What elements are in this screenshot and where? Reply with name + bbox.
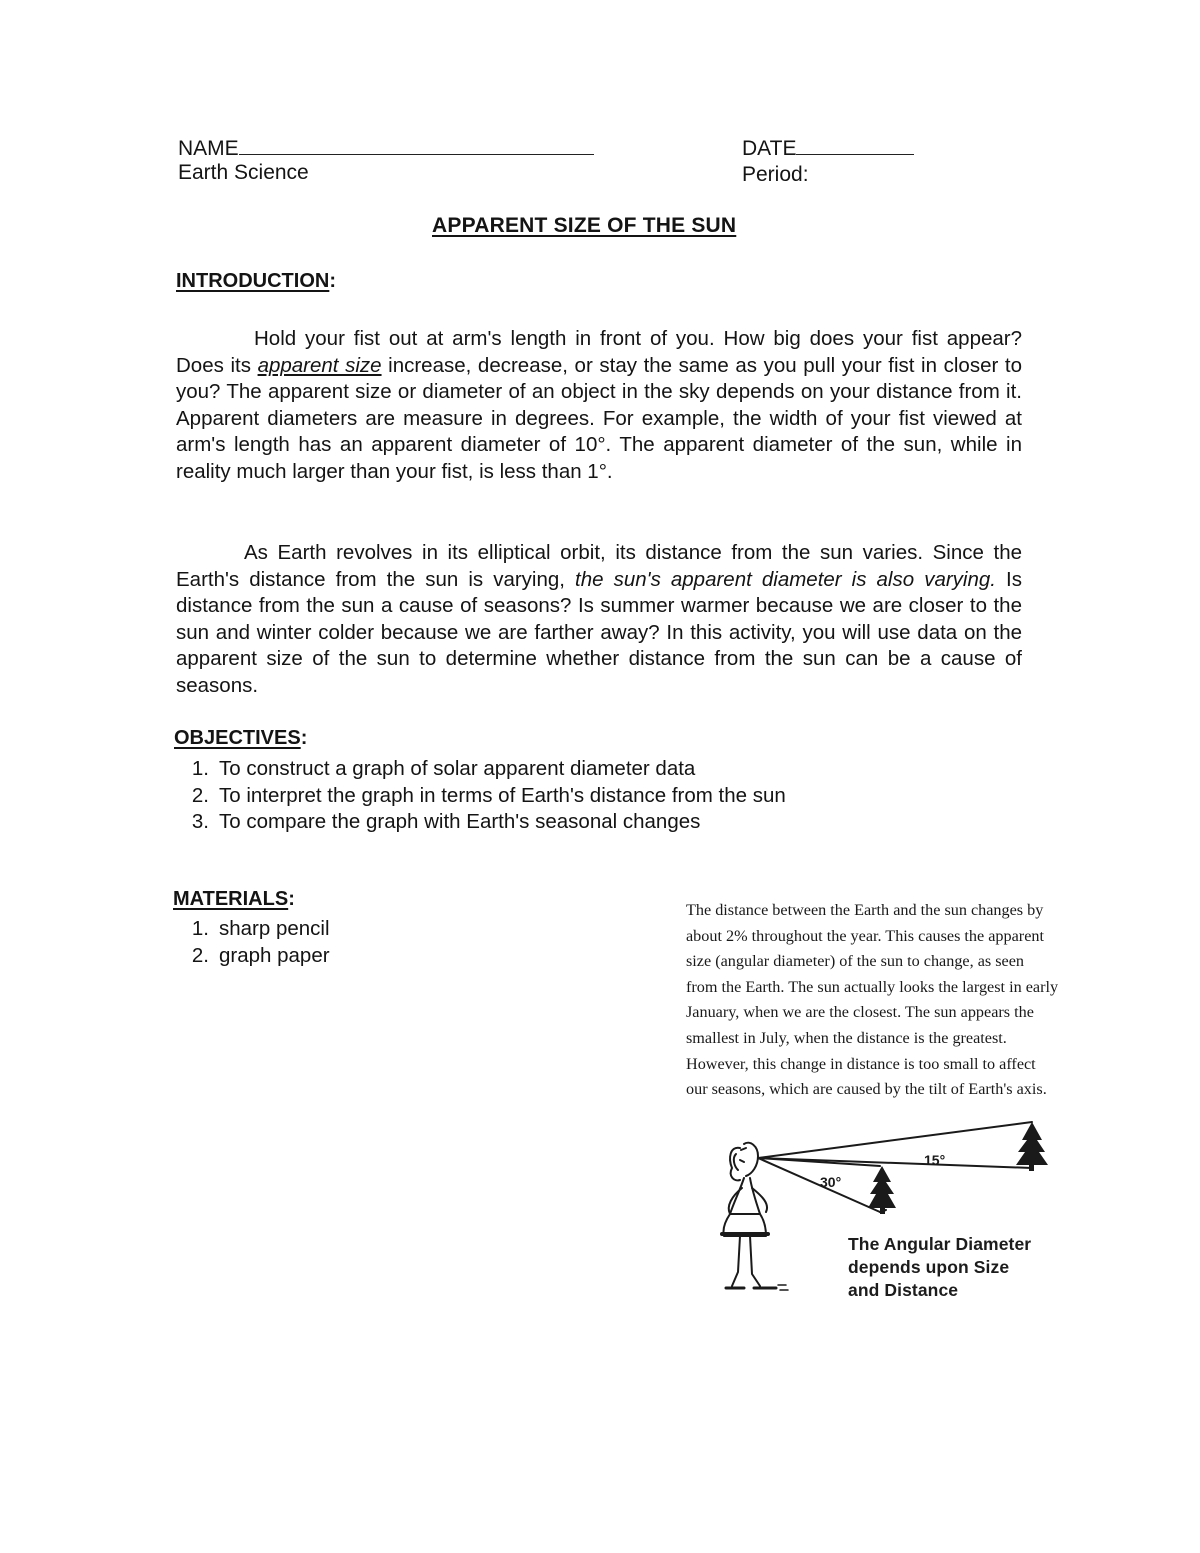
side-note-line: January, when we are the closest. The sun appears the bbox=[686, 1003, 1034, 1022]
intro-p1-emphasis: apparent size bbox=[257, 353, 382, 377]
angle-label-far: 15° bbox=[924, 1152, 946, 1168]
objectives-heading-text: OBJECTIVES bbox=[174, 727, 301, 749]
side-note-line: smallest in July, when the distance is the greatest. bbox=[686, 1028, 1007, 1047]
materials-heading bbox=[173, 888, 295, 911]
intro-p1-part-a: Hold your fist out at arm's length in front of you. How big does your fist appear? Does its bbox=[176, 327, 1022, 377]
intro-paragraph-2 bbox=[176, 540, 1022, 700]
objective-item bbox=[176, 783, 786, 810]
introduction-heading-colon: : bbox=[329, 270, 336, 292]
side-note bbox=[686, 898, 1136, 1103]
side-note-line: size (angular diameter) of the sun to change, as seen bbox=[686, 952, 1025, 971]
material-text: sharp pencil bbox=[219, 917, 330, 940]
intro-p2-part-b: Is distance from the sun a cause of seasons? Is summer warmer because we are closer to the sun and winter colder because we are farther away? In this activity, you will use data on the apparent size of the sun to determine whether distance from the sun can be a cause of seasons. bbox=[176, 567, 1022, 697]
date-label: DATE bbox=[742, 137, 797, 160]
intro-paragraph-1 bbox=[176, 326, 1022, 486]
caption-line: depends upon Size bbox=[848, 1257, 1010, 1277]
side-note-line: about 2% throughout the year. This causes the apparent bbox=[686, 926, 1044, 945]
caption-line: The Angular Diameter bbox=[848, 1234, 1032, 1254]
material-item bbox=[176, 943, 330, 970]
material-item bbox=[176, 916, 330, 943]
side-note-line: our seasons, which are caused by the tilt of Earth's axis. bbox=[686, 1080, 1047, 1099]
materials-list bbox=[176, 916, 330, 969]
side-note-line: However, this change in distance is too small to affect bbox=[686, 1054, 1036, 1073]
objective-text: To compare the graph with Earth's seasonal changes bbox=[219, 810, 701, 833]
near-tree-icon bbox=[868, 1166, 896, 1214]
observer-figure-icon bbox=[722, 1143, 788, 1290]
side-note-line: The distance between the Earth and the sun changes by bbox=[686, 901, 1044, 919]
side-note-line: from the Earth. The sun actually looks the largest in early bbox=[686, 977, 1059, 996]
objectives-heading-colon: : bbox=[300, 727, 308, 749]
date-blank[interactable] bbox=[796, 136, 914, 155]
sight-line-far-top bbox=[758, 1122, 1032, 1158]
introduction-heading bbox=[176, 270, 336, 293]
objective-number: 2. bbox=[191, 783, 209, 807]
material-text: graph paper bbox=[219, 943, 330, 967]
objective-text: To construct a graph of solar apparent diameter data bbox=[219, 757, 696, 780]
sight-line-near-bottom bbox=[758, 1158, 880, 1212]
name-label: NAME bbox=[178, 137, 239, 160]
far-tree-icon bbox=[1016, 1122, 1048, 1171]
objective-number: 3. bbox=[191, 810, 209, 833]
caption-line: and Distance bbox=[848, 1280, 959, 1300]
period-label: Period: bbox=[742, 163, 809, 186]
name-line bbox=[178, 136, 594, 162]
intro-p1-part-b: increase, decrease, or stay the same as you pull your fist in closer to you? The apparent size or diameter of an object in the sky depends on your distance from it. Apparent diameters are measure in degrees. For example, the width of your fist viewed at arm's length has an apparent diameter of 10°. The apparent diameter of the sun, while in reality much larger than your fist, is less than 1°. bbox=[176, 353, 1022, 483]
objective-item bbox=[176, 756, 786, 783]
materials-heading-text: MATERIALS bbox=[173, 888, 289, 910]
sight-line-far-bottom bbox=[758, 1158, 1032, 1168]
date-line bbox=[742, 136, 914, 162]
material-number: 2. bbox=[191, 943, 209, 967]
angle-label-near: 30° bbox=[820, 1174, 842, 1190]
intro-p2-part-a: As Earth revolves in its elliptical orbit, its distance from the sun varies. Since the Earth's distance from the sun is varying, bbox=[176, 541, 1022, 591]
materials-heading-colon: : bbox=[288, 888, 295, 910]
name-blank[interactable] bbox=[239, 136, 594, 155]
objectives-heading bbox=[174, 727, 307, 750]
intro-p2-emphasis: the sun's apparent diameter is also varying. bbox=[575, 567, 996, 591]
introduction-heading-text: INTRODUCTION bbox=[176, 270, 330, 292]
illustration-caption bbox=[848, 1233, 1031, 1302]
objective-text: To interpret the graph in terms of Earth's distance from the sun bbox=[219, 783, 786, 807]
objective-number: 1. bbox=[191, 757, 209, 780]
material-number: 1. bbox=[191, 917, 209, 940]
course-label: Earth Science bbox=[178, 161, 309, 184]
objectives-list bbox=[176, 756, 786, 836]
page-title: APPARENT SIZE OF THE SUN bbox=[432, 214, 737, 237]
objective-item bbox=[176, 809, 786, 836]
